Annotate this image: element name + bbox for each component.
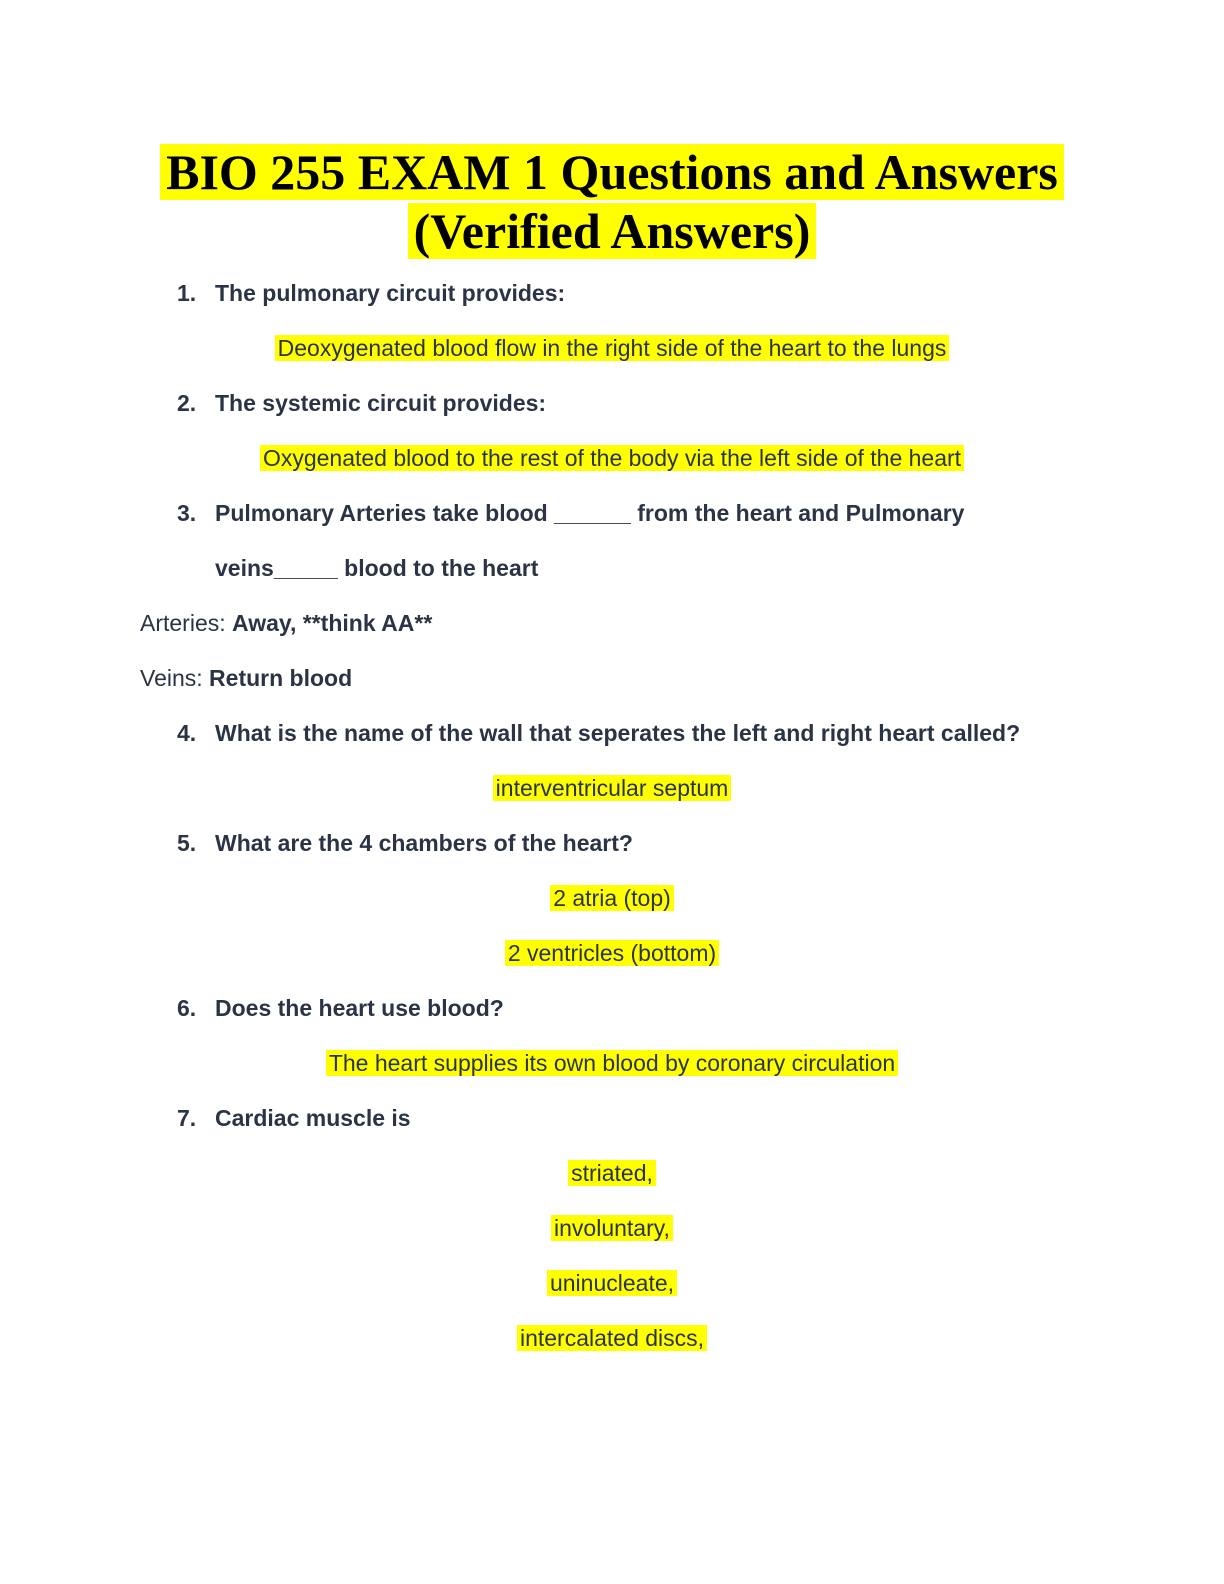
question-number: 5. [177,830,197,856]
answer-line [140,871,1084,926]
question-text: What is the name of the wall that seperates the left and right heart called? [215,720,1021,746]
question-text: Pulmonary Arteries take blood ______ from the heart and Pulmonary [215,500,965,526]
question-number: 6. [177,995,197,1021]
labeled-answer-arteries [140,596,1084,651]
answer-highlight: 2 ventricles (bottom) [505,940,719,966]
question-text: The pulmonary circuit provides: [215,280,566,306]
question-item-1 [140,266,1084,321]
question-text: What are the 4 chambers of the heart? [215,830,633,856]
answer-highlight: 2 atria (top) [550,885,674,911]
answer-line [140,321,1084,376]
answer-highlight: interventricular septum [493,775,732,801]
answer-line [140,1311,1084,1366]
answer-highlight: intercalated discs, [517,1325,707,1351]
question-item-6 [140,981,1084,1036]
question-text: veins_____ blood to the heart [215,555,539,581]
answer-highlight: Deoxygenated blood flow in the right side of the heart to the lungs [275,335,950,361]
question-number: 3. [177,500,197,526]
answer-line [140,1201,1084,1256]
qa-list [140,266,1084,1366]
question-text: Cardiac muscle is [215,1105,411,1131]
question-number: 1. [177,280,197,306]
title-line-1: BIO 255 EXAM 1 Questions and Answers [160,144,1064,200]
answer-label: Veins: [140,665,203,691]
answer-highlight: involuntary, [551,1215,673,1241]
answer-highlight: Oxygenated blood to the rest of the body via the left side of the heart [260,445,964,471]
question-item-7 [140,1091,1084,1146]
answer-highlight: uninucleate, [547,1270,677,1296]
question-text: The systemic circuit provides: [215,390,547,416]
question-number: 4. [177,720,197,746]
question-item-5 [140,816,1084,871]
answer-line [140,431,1084,486]
question-text: Does the heart use blood? [215,995,504,1021]
answer-bold-text: Away, **think AA** [232,610,433,636]
answer-bold-text: Return blood [209,665,353,691]
question-item-2 [140,376,1084,431]
question-item-3 [140,486,1084,541]
page-content [140,143,1084,1366]
answer-line [140,926,1084,981]
question-number: 2. [177,390,197,416]
answer-line [140,1256,1084,1311]
title-line-2: (Verified Answers) [408,203,817,259]
answer-highlight: striated, [568,1160,656,1186]
answer-label: Arteries: [140,610,226,636]
question-item-4 [140,706,1084,761]
question-item-3-continuation [140,541,1084,596]
answer-line [140,761,1084,816]
question-number: 7. [177,1105,197,1131]
answer-line [140,1146,1084,1201]
document-title [140,143,1084,261]
answer-highlight: The heart supplies its own blood by coronary circulation [326,1050,898,1076]
labeled-answer-veins [140,651,1084,706]
answer-line [140,1036,1084,1091]
